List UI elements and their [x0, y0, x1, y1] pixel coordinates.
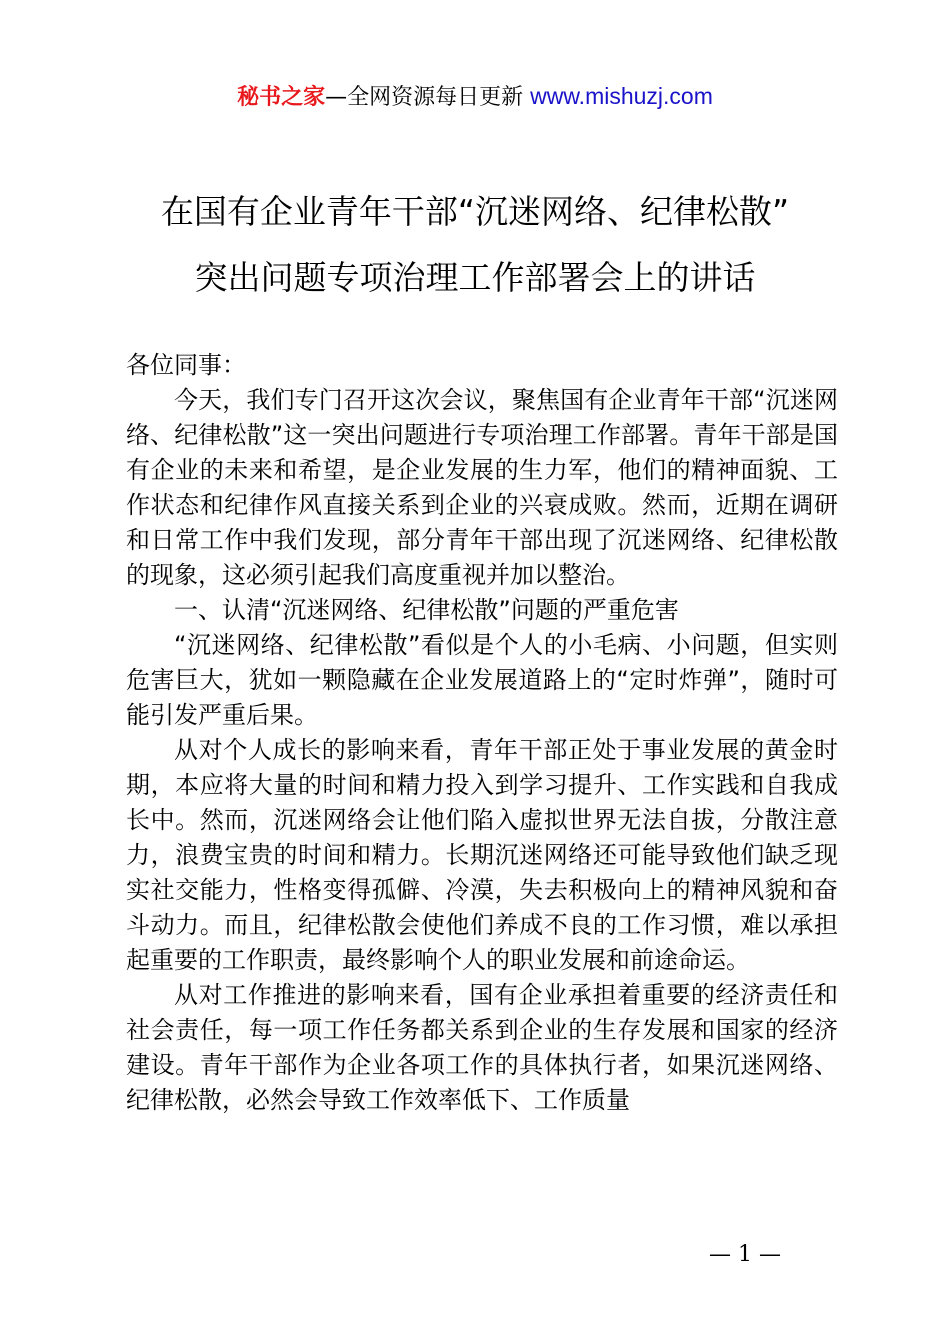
page-number: — 1 — — [709, 1242, 781, 1267]
body-paragraph: 从对工作推进的影响来看，国有企业承担着重要的经济责任和社会责任，每一项工作任务都关系到企业的生存发展和国家的经济建设。青年干部作为企业各项工作的具体执行者，如果沉迷网络、纪律松散，必然会导致工作效率低下、工作质量 — [126, 981, 838, 1114]
body-paragraph: 从对个人成长的影响来看，青年干部正处于事业发展的黄金时期，本应将大量的时间和精力投入到学习提升、工作实践和自我成长中。然而，沉迷网络会让他们陷入虚拟世界无法自拔，分散注意力，浪费宝贵的时间和精力。长期沉迷网络还可能导致他们缺乏现实社交能力，性格变得孤僻、冷漠，失去积极向上的精神风貌和奋斗动力。而且，纪律松散会使他们养成不良的工作习惯，难以承担起重要的工作职责，最终影响个人的职业发展和前途命运。 — [126, 736, 838, 974]
header-slogan: —全网资源每日更新 — [325, 85, 531, 110]
section-heading: 一、认清“沉迷网络、纪律松散”问题的严重危害 — [174, 596, 679, 624]
body-paragraph: 今天，我们专门召开这次会议，聚焦国有企业青年干部“沉迷网络、纪律松散”这一突出问题进行专项治理工作部署。青年干部是国有企业的未来和希望，是企业发展的生力军，他们的精神面貌、工作状态和纪律作风直接关系到企业的兴衰成败。然而，近期在调研和日常工作中我们发现，部分青年干部出现了沉迷网络、纪律松散的现象，这必须引起我们高度重视并加以整治。 — [126, 386, 838, 589]
document-title-line-1: 在国有企业青年干部“沉迷网络、纪律松散” — [160, 192, 790, 231]
brand-name: 秘书之家 — [237, 85, 326, 110]
site-url-link[interactable]: www.mishuzj.com — [530, 83, 713, 109]
document-title-line-2: 突出问题专项治理工作部署会上的讲话 — [194, 258, 756, 297]
document-body — [126, 348, 838, 1118]
salutation: 各位同事： — [126, 351, 246, 379]
body-paragraph: “沉迷网络、纪律松散”看似是个人的小毛病、小问题，但实则危害巨大，犹如一颗隐藏在企业发展道路上的“定时炸弹”，随时可能引发严重后果。 — [126, 631, 838, 729]
site-header — [0, 80, 950, 114]
